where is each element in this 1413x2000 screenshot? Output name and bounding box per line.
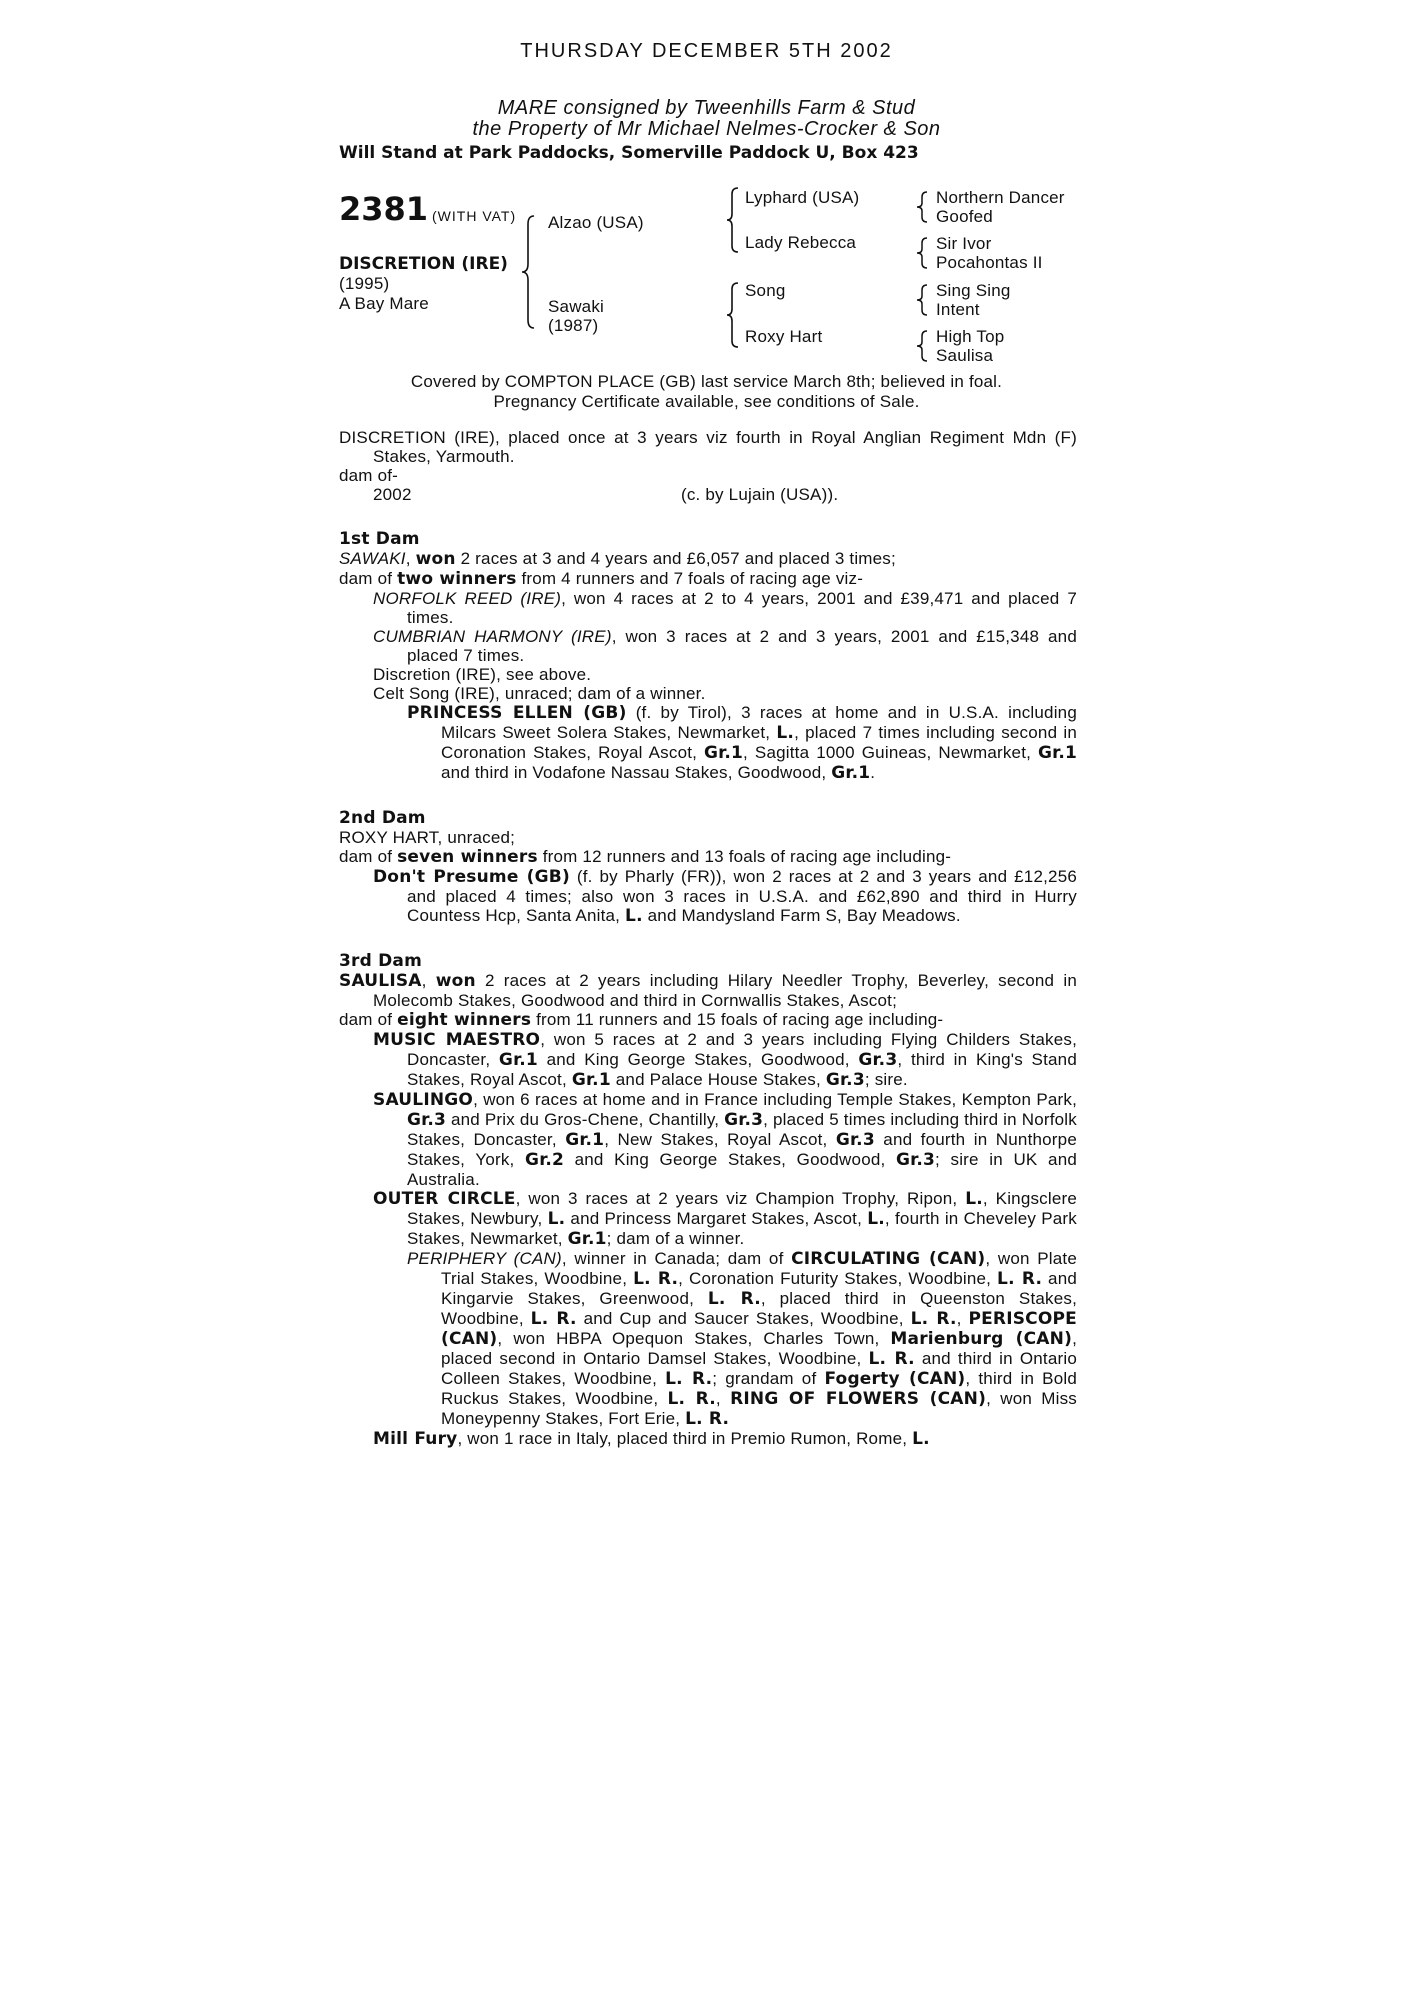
- horse-description: A Bay Mare: [339, 294, 429, 313]
- offspring-text: , won 3 races at 2 and 3 years, 2001 and £15,348 and placed 7 times.: [407, 627, 1077, 665]
- offspring-saulingo: [373, 1090, 1077, 1189]
- text: .: [870, 763, 876, 782]
- text: , won 1 race in Italy, placed third in Premio Rumon, Rome,: [457, 1429, 913, 1448]
- text: (f. by Pharly (FR)), won 2 races at 2 and 3 years and £12,256 and placed 4 times; also won 3 races in U.S.A. and £62,890 and third in Hurry Countess Hcp, Santa Anita,: [407, 867, 1078, 925]
- text: , third in King's Stand Stakes, Royal Ascot,: [407, 1050, 1077, 1089]
- text: , winner in Canada; dam of: [561, 1249, 792, 1268]
- offspring-cumbrian-harmony: [373, 627, 1077, 665]
- listed-badge: L. R.: [910, 1309, 957, 1329]
- offspring-name: OUTER CIRCLE: [373, 1189, 516, 1209]
- offspring-name: PERIPHERY (CAN): [407, 1249, 562, 1268]
- record-text: 2 races at 3 and 4 years and £6,057 and placed 3 times;: [455, 549, 896, 568]
- text: and third in Vodafone Nassau Stakes, Goodwood,: [441, 763, 832, 782]
- offspring-celt-song: Celt Song (IRE), unraced; dam of a winner.: [373, 684, 706, 703]
- text: , fourth in Cheveley Park Stakes, Newmarket,: [407, 1209, 1077, 1248]
- consignor-block: [0, 98, 1413, 140]
- record-text: 2 races at 2 years including Hilary Needler Trophy, Beverley, second in Molecomb Stakes, Goodwood and third in Cornwallis Stakes, Ascot;: [373, 971, 1077, 1010]
- text: , New Stakes, Royal Ascot,: [604, 1130, 836, 1149]
- pedigree-dam-year: (1987): [548, 316, 599, 335]
- pedigree-brace-6: [916, 283, 930, 317]
- winners-count: seven winners: [397, 847, 538, 867]
- offspring-text: , won 4 races at 2 to 4 years, 2001 and £39,471 and placed 7 times.: [407, 589, 1077, 627]
- horse-details: [339, 274, 429, 314]
- pedigree-dam-dam: Roxy Hart: [745, 327, 823, 346]
- offspring-name: RING OF FLOWERS (CAN): [730, 1389, 987, 1409]
- covering-line: Covered by COMPTON PLACE (GB) last service March 8th; believed in foal.: [410, 372, 1003, 391]
- text: ; grandam of: [712, 1369, 825, 1388]
- offspring-outer-circle: [373, 1189, 1077, 1249]
- group-badge: Gr.3: [724, 1110, 764, 1130]
- text: , won HBPA Opequon Stakes, Charles Town,: [497, 1329, 891, 1348]
- property-line: the Property of Mr Michael Nelmes-Crocker & Son: [472, 118, 941, 140]
- first-dam-record: SAWAKI, won 2 races at 3 and 4 years and £6,057 and placed 3 times;: [339, 549, 896, 569]
- listed-badge: L. R.: [707, 1289, 761, 1309]
- offspring-norfolk-reed: [373, 589, 1077, 627]
- listed-badge: L. R.: [633, 1269, 679, 1289]
- pedigree-brace-2: [726, 185, 742, 255]
- winners-count: two winners: [397, 569, 517, 589]
- consignor-line: MARE consigned by Tweenhills Farm & Stud: [497, 97, 916, 119]
- third-dam-record: SAULISA, won 2 races at 2 years including Hilary Needler Trophy, Beverley, second in Molecomb Stakes, Goodwood and third in Cornwallis Stakes, Ascot;: [339, 971, 1077, 1010]
- pregnancy-line: Pregnancy Certificate available, see conditions of Sale.: [493, 392, 920, 411]
- text: (f. by Tirol), 3 races at home and in U.S.A. including Milcars Sweet Solera Stakes, Newmarket,: [441, 703, 1077, 742]
- vat-note: (WITH VAT): [432, 208, 517, 224]
- text: , placed 7 times including second in Coronation Stakes, Royal Ascot,: [441, 723, 1077, 762]
- foaling-year: (1995): [339, 274, 390, 293]
- text: , won 5 races at 2 and 3 years including Flying Childers Stakes, Doncaster,: [407, 1030, 1078, 1069]
- offspring-name: PERISCOPE (CAN): [441, 1309, 1077, 1349]
- offspring-music-maestro: [373, 1030, 1077, 1090]
- text: ; dam of a winner.: [606, 1229, 745, 1248]
- listed-badge: L.: [912, 1429, 930, 1449]
- group-badge: Gr.1: [1038, 743, 1078, 763]
- text: and fourth in Nunthorpe Stakes, York,: [407, 1130, 1077, 1169]
- text: and King George Stakes, Goodwood,: [564, 1150, 896, 1169]
- offspring-dont-presume: [373, 867, 1077, 926]
- listed-badge: L. R.: [665, 1369, 713, 1389]
- second-dam-heading: 2nd Dam: [339, 808, 426, 828]
- dam-of-label: dam of: [339, 569, 398, 588]
- text: , placed 5 times including third in Norfolk Stakes, Doncaster,: [407, 1110, 1077, 1149]
- winners-count: eight winners: [397, 1010, 532, 1030]
- pedigree-sss: Northern Dancer: [936, 188, 1065, 207]
- text: and Princess Margaret Stakes, Ascot,: [565, 1209, 868, 1228]
- dam-of-label: dam of: [339, 847, 398, 866]
- catalogue-body: [339, 428, 1077, 1449]
- second-dam-record: ROXY HART, unraced;: [339, 828, 516, 847]
- text: and Palace House Stakes,: [610, 1070, 826, 1089]
- offspring-mill-fury: [373, 1429, 1077, 1449]
- pedigree-sire-sire: Lyphard (USA): [745, 188, 860, 207]
- pedigree-sire: Alzao (USA): [548, 213, 644, 232]
- text: , won 3 races at 2 years viz Champion Trophy, Ripon,: [515, 1189, 966, 1208]
- text: and Prix du Gros-Chene, Chantilly,: [446, 1110, 725, 1129]
- text: , Coronation Futurity Stakes, Woodbine,: [678, 1269, 998, 1288]
- runners-text: from 11 runners and 15 foals of racing age including-: [531, 1010, 944, 1029]
- grand-offspring-periphery: [407, 1249, 1077, 1429]
- text: and third in Ontario Colleen Stakes, Woodbine,: [441, 1349, 1077, 1388]
- stand-location: Will Stand at Park Paddocks, Somerville Paddock U, Box 423: [339, 143, 919, 163]
- group-badge: Gr.1: [498, 1050, 538, 1070]
- intro-paragraph: DISCRETION (IRE), placed once at 3 years viz fourth in Royal Anglian Regiment Mdn (F) Stakes, Yarmouth.: [339, 428, 1077, 466]
- pedigree-sds: Sir Ivor: [936, 234, 992, 253]
- listed-badge: L. R.: [997, 1269, 1043, 1289]
- horse-name: DISCRETION (IRE): [339, 254, 508, 274]
- dam-of-label: dam of: [339, 1010, 398, 1029]
- text: and King George Stakes, Goodwood,: [537, 1050, 859, 1069]
- text: , won Plate Trial Stakes, Woodbine,: [441, 1249, 1078, 1288]
- offspring-name: Fogerty (CAN): [824, 1369, 966, 1389]
- offspring-name: NORFOLK REED (IRE): [373, 589, 562, 608]
- runners-text: from 4 runners and 7 foals of racing age viz-: [516, 569, 864, 588]
- won-label: won: [415, 549, 456, 569]
- pedigree-ddd: Saulisa: [936, 346, 994, 365]
- text: and Mandysland Farm S, Bay Meadows.: [642, 906, 961, 925]
- pedigree-brace-1: [520, 212, 540, 332]
- produce-year: 2002: [373, 485, 412, 504]
- group-badge: Gr.3: [858, 1050, 898, 1070]
- text: ; sire.: [864, 1070, 908, 1089]
- group-badge: Gr.1: [565, 1130, 605, 1150]
- listed-badge: L. R.: [685, 1409, 730, 1429]
- listed-badge: L. R.: [530, 1309, 577, 1329]
- pedigree-sdd: Pocahontas II: [936, 253, 1043, 272]
- runners-text: from 12 runners and 13 foals of racing age including-: [537, 847, 952, 866]
- pedigree-brace-5: [916, 236, 930, 270]
- text: ; sire in UK and Australia.: [407, 1150, 1078, 1189]
- text: and Cup and Saucer Stakes, Woodbine,: [576, 1309, 911, 1328]
- offspring-name: SAULINGO: [373, 1090, 474, 1110]
- listed-badge: L.: [867, 1209, 885, 1229]
- group-badge: Gr.1: [831, 763, 871, 783]
- offspring-name: CIRCULATING (CAN): [791, 1249, 986, 1269]
- listed-badge: L. R.: [868, 1349, 915, 1369]
- pedigree-dam-sire: Song: [745, 281, 786, 300]
- listed-badge: L.: [547, 1209, 566, 1229]
- second-dam-produce: [339, 847, 1077, 867]
- text: ,: [956, 1309, 969, 1328]
- third-dam-name: SAULISA: [339, 971, 422, 991]
- pedigree-dsd: Intent: [936, 300, 980, 319]
- group-badge: Gr.1: [571, 1070, 611, 1090]
- pedigree-brace-4: [916, 190, 930, 224]
- intro-dam-of: dam of-: [339, 466, 399, 485]
- text: , Kingsclere Stakes, Newbury,: [407, 1189, 1078, 1228]
- offspring-name: Marienburg (CAN): [890, 1329, 1073, 1349]
- won-label: won: [435, 971, 476, 991]
- produce-row: [339, 485, 1077, 504]
- text: , won Miss Moneypenny Stakes, Fort Erie,: [441, 1389, 1078, 1428]
- sale-date: THURSDAY DECEMBER 5TH 2002: [520, 40, 893, 62]
- first-dam-heading: 1st Dam: [339, 529, 420, 549]
- listed-badge: L. R.: [667, 1389, 716, 1409]
- pedigree-brace-7: [916, 329, 930, 363]
- text: , placed second in Ontario Damsel Stakes, Woodbine,: [441, 1329, 1077, 1368]
- text: , won 6 races at home and in France including Temple Stakes, Kempton Park,: [473, 1090, 1077, 1109]
- first-dam-name: SAWAKI: [339, 549, 406, 568]
- pedigree-ssd: Goofed: [936, 207, 993, 226]
- pedigree-dds: High Top: [936, 327, 1005, 346]
- third-dam-produce: [339, 1010, 1077, 1030]
- listed-badge: L.: [965, 1189, 983, 1209]
- first-dam-produce: [339, 569, 1077, 589]
- text: and Kingarvie Stakes, Greenwood,: [441, 1269, 1078, 1308]
- grand-offspring-princess-ellen: [407, 703, 1077, 783]
- text: , third in Bold Ruckus Stakes, Woodbine,: [441, 1369, 1077, 1408]
- third-dam-heading: 3rd Dam: [339, 951, 422, 971]
- group-badge: Gr.1: [567, 1229, 607, 1249]
- group-badge: Gr.3: [825, 1070, 865, 1090]
- group-badge: Gr.3: [835, 1130, 875, 1150]
- pedigree-dss: Sing Sing: [936, 281, 1011, 300]
- text: ,: [715, 1389, 731, 1408]
- offspring-name: Mill Fury: [373, 1429, 458, 1449]
- offspring-name: PRINCESS ELLEN (GB): [407, 703, 627, 723]
- offspring-discretion: Discretion (IRE), see above.: [373, 665, 592, 684]
- produce-desc: (c. by Lujain (USA)).: [681, 485, 839, 504]
- listed-badge: L.: [776, 723, 795, 743]
- covering-note: [0, 372, 1413, 412]
- listed-badge: L.: [625, 906, 643, 926]
- offspring-name: MUSIC MAESTRO: [373, 1030, 541, 1050]
- text: , placed third in Queenston Stakes, Woodbine,: [441, 1289, 1077, 1328]
- text: , Sagitta 1000 Guineas, Newmarket,: [743, 743, 1038, 762]
- pedigree-sire-dam: Lady Rebecca: [745, 233, 857, 252]
- group-badge: Gr.3: [407, 1110, 447, 1130]
- group-badge: Gr.1: [704, 743, 744, 763]
- lot-number: 2381: [339, 190, 429, 228]
- offspring-name: Don't Presume (GB): [373, 867, 570, 887]
- pedigree-brace-3: [726, 280, 742, 350]
- pedigree-dam: Sawaki: [548, 297, 605, 316]
- group-badge: Gr.2: [525, 1150, 565, 1170]
- group-badge: Gr.3: [896, 1150, 936, 1170]
- offspring-name: CUMBRIAN HARMONY (IRE): [373, 627, 612, 646]
